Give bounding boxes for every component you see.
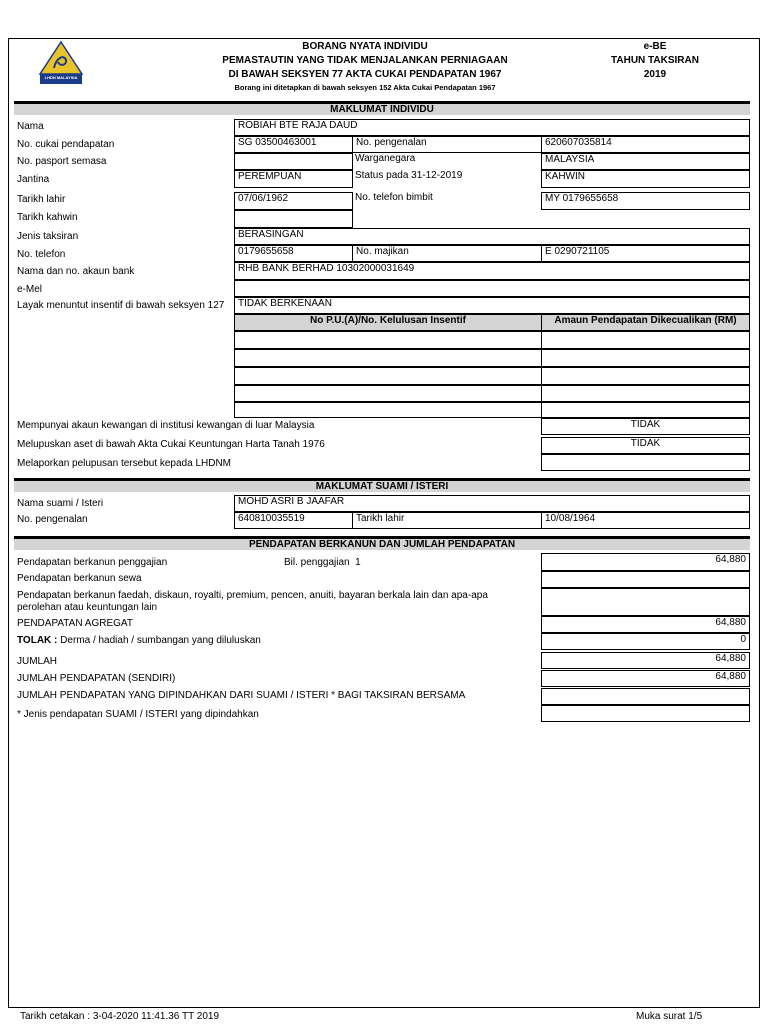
tolak-label — [17, 635, 261, 646]
lahir-field[interactable]: 07/06/1962 — [234, 192, 353, 210]
warganegara-label: Warganegara — [355, 153, 416, 164]
faedah-label-2: perolehan atau keuntungan lain — [17, 602, 158, 613]
warganegara-field[interactable]: MALAYSIA — [541, 153, 750, 170]
majikan-field[interactable]: E 0290721105 — [541, 245, 750, 262]
status-field[interactable]: KAHWIN — [541, 170, 750, 188]
nama-label: Nama — [17, 121, 44, 132]
amaun-row[interactable] — [541, 331, 750, 349]
bank-field[interactable]: RHB BANK BERHAD 10302000031649 — [234, 262, 750, 280]
logo-text: LHDN MALAYSIA — [44, 75, 78, 80]
lapor-label: Melaporkan pelupusan tersebut kepada LHDNM — [17, 458, 232, 469]
form-title: BORANG NYATA INDIVIDU — [302, 41, 428, 52]
jumlah-field[interactable]: 64,880 — [541, 652, 750, 669]
emel-field[interactable] — [234, 280, 750, 297]
pu-row[interactable] — [234, 331, 542, 349]
suami-lahir-label: Tarikh lahir — [352, 512, 542, 529]
taksiran-label: Jenis taksiran — [17, 231, 79, 242]
pu-row[interactable] — [234, 367, 542, 385]
faedah-label: Pendapatan berkanun faedah, diskaun, royalti, premium, pencen, anuiti, bayaran berkala lain dan apa-apa — [17, 590, 488, 601]
sewa-field[interactable] — [541, 571, 750, 588]
bil-label-text: Bil. penggajian — [284, 557, 350, 568]
taksiran-field[interactable]: BERASINGAN — [234, 228, 750, 245]
gaji-label: Pendapatan berkanun penggajian — [17, 557, 168, 568]
pengenalan-field[interactable]: 620607035814 — [541, 136, 750, 153]
sendiri-field[interactable]: 64,880 — [541, 670, 750, 687]
assessment-year: 2019 — [643, 69, 667, 80]
form-title-2: PEMASTAUTIN YANG TIDAK MENJALANKAN PERNIAGAAN — [222, 55, 508, 66]
bimbit-field[interactable]: MY 0179655658 — [541, 192, 750, 210]
suami-lahir-field[interactable]: 10/08/1964 — [541, 512, 750, 529]
majikan-label: No. majikan — [352, 245, 542, 262]
sendiri-label: JUMLAH PENDAPATAN (SENDIRI) — [17, 673, 176, 684]
nama-field[interactable]: ROBIAH BTE RAJA DAUD — [234, 119, 750, 136]
amaun-row[interactable] — [541, 349, 750, 367]
tolak-field[interactable]: 0 — [541, 633, 750, 650]
amaun-header: Amaun Pendapatan Dikecualikan (RM) — [541, 314, 750, 331]
bil-value: 1 — [355, 557, 361, 568]
faedah-field[interactable] — [541, 588, 750, 616]
suami-nama-field[interactable]: MOHD ASRI B JAAFAR — [234, 495, 750, 512]
tolak-text: Derma / hadiah / sumbangan yang diluluskan — [60, 635, 261, 646]
sewa-label: Pendapatan berkanun sewa — [17, 573, 142, 584]
section-pendapatan: PENDAPATAN BERKANUN DAN JUMLAH PENDAPATAN — [14, 536, 750, 550]
lapor-field[interactable] — [541, 454, 750, 471]
pu-row[interactable] — [234, 349, 542, 367]
year-label: TAHUN TAKSIRAN — [611, 55, 699, 66]
pengenalan-label: No. pengenalan — [352, 136, 542, 153]
jenis-field[interactable] — [541, 705, 750, 722]
pu-header: No P.U.(A)/No. Kelulusan Insentif — [234, 314, 542, 331]
pu-row[interactable] — [234, 402, 542, 418]
section-individu: MAKLUMAT INDIVIDU — [14, 101, 750, 115]
tolak-bold: TOLAK : — [17, 635, 58, 646]
lupus-label: Melupuskan aset di bawah Akta Cukai Keuntungan Harta Tanah 1976 — [17, 439, 325, 450]
akaun-luar-label: Mempunyai akaun kewangan di institusi kewangan di luar Malaysia — [17, 420, 315, 431]
pasport-field[interactable] — [234, 153, 353, 170]
print-date: Tarikh cetakan : 3-04-2020 11:41.36 TT 2019 — [20, 1011, 220, 1022]
form-title-3: DI BAWAH SEKSYEN 77 AKTA CUKAI PENDAPATAN 1967 — [228, 69, 502, 80]
section-suami: MAKLUMAT SUAMI / ISTERI — [14, 478, 750, 492]
jantina-label: Jantina — [17, 174, 50, 185]
cukai-label: No. cukai pendapatan — [17, 139, 115, 150]
akaun-luar-field[interactable]: TIDAK — [541, 418, 750, 435]
lupus-field[interactable]: TIDAK — [541, 437, 750, 454]
form-code: e-BE — [643, 41, 667, 52]
telefon-label: No. telefon — [17, 249, 66, 260]
pindah-field[interactable] — [541, 688, 750, 705]
jumlah-label: JUMLAH — [17, 656, 58, 667]
cukai-field[interactable]: SG 03500463001 — [234, 136, 353, 153]
bimbit-label: No. telefon bimbit — [355, 192, 433, 203]
status-label: Status pada 31-12-2019 — [355, 170, 463, 181]
amaun-row[interactable] — [541, 385, 750, 402]
page-number: Muka surat 1/5 — [636, 1011, 703, 1022]
kahwin-field[interactable] — [234, 210, 353, 228]
suami-pengenalan-field[interactable]: 640810035519 — [234, 512, 353, 529]
amaun-row[interactable] — [541, 367, 750, 385]
emel-label: e-Mel — [17, 284, 43, 295]
jantina-field[interactable]: PEREMPUAN — [234, 170, 353, 188]
suami-pengenalan-label: No. pengenalan — [17, 514, 88, 525]
gaji-field[interactable]: 64,880 — [541, 553, 750, 571]
kahwin-label: Tarikh kahwin — [17, 212, 78, 223]
form-subtitle: Borang ini ditetapkan di bawah seksyen 152 Akta Cukai Pendapatan 1967 — [234, 83, 496, 92]
telefon-field[interactable]: 0179655658 — [234, 245, 353, 262]
pasport-label: No. pasport semasa — [17, 156, 107, 167]
pu-row[interactable] — [234, 385, 542, 402]
bank-label: Nama dan no. akaun bank — [17, 266, 135, 277]
bil-label — [284, 557, 361, 568]
agregat-label: PENDAPATAN AGREGAT — [17, 618, 133, 629]
agregat-field[interactable]: 64,880 — [541, 616, 750, 633]
jenis-label: * Jenis pendapatan SUAMI / ISTERI yang dipindahkan — [17, 709, 259, 720]
amaun-row[interactable] — [541, 402, 750, 418]
pindah-label: JUMLAH PENDAPATAN YANG DIPINDAHKAN DARI SUAMI / ISTERI * BAGI TAKSIRAN BERSAMA — [17, 690, 466, 701]
lahir-label: Tarikh lahir — [17, 194, 66, 205]
suami-nama-label: Nama suami / Isteri — [17, 498, 104, 509]
insentif-label: Layak menuntut insentif di bawah seksyen 127 — [17, 300, 225, 311]
insentif-field[interactable]: TIDAK BERKENAAN — [234, 297, 750, 314]
